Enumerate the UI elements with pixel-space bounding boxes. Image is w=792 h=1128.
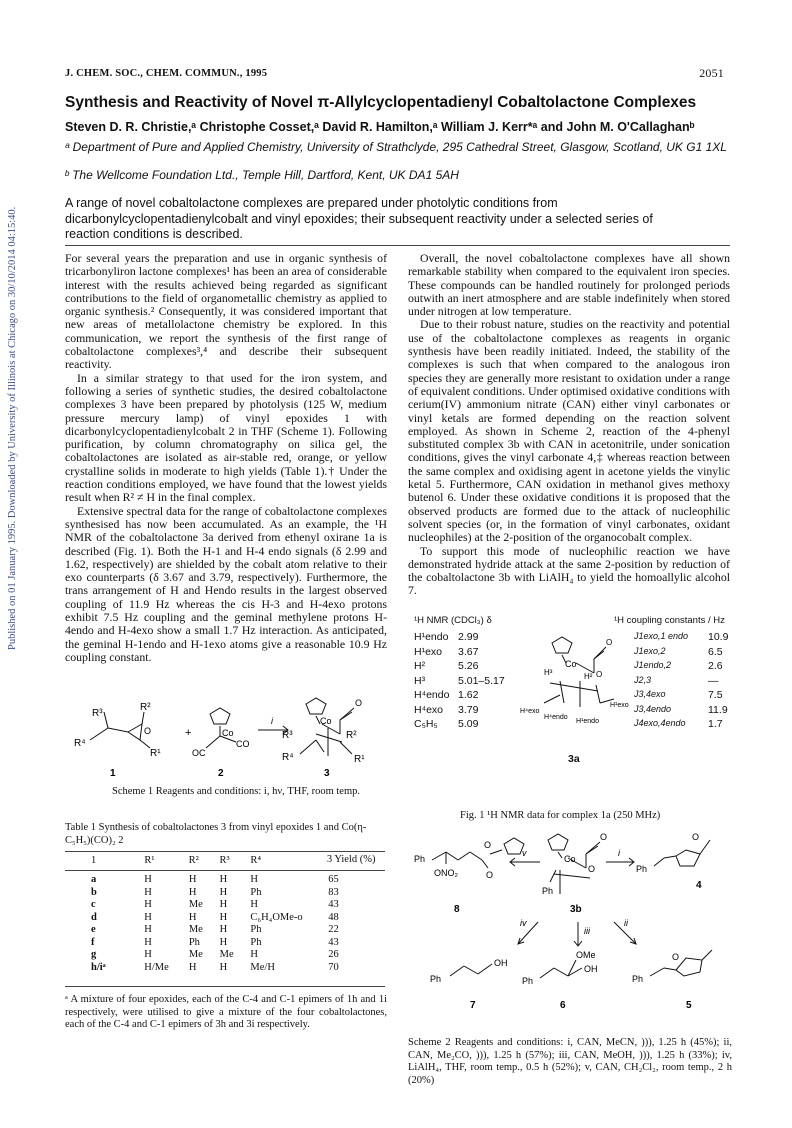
table-row [65,924,385,937]
table-cell: H [144,911,152,923]
scheme1-arrow-label: i [271,716,273,726]
scheme1-product-r3: R³ [282,730,293,741]
compound-number: 3b [570,904,582,915]
paragraph: Due to their robust nature, studies on the reactivity and potential use of the cobaltolactone complexes as reagents in organic synthesis have been readily initiated. Indeed, the stability of the complexes is such that when compared to the analogous iron species they are generally more resistant to oxidation under a range of equivalent conditions. Under optimised oxidative conditions with cerium(IV) ammonium nitrate (CAN) either vinyl carbonates or vinyl ketals are formed depending on the reaction solvent employed. As shown in Scheme 2, reaction of the 4-phenyl substituted complex 3b with CAN in acetonitrile, under sonication conditions, gives the vinyl carbonate 4,‡ whereas reaction between the same complex and oxidising agent in acetone yields the vinylic ketal 5. Furthermore, CAN oxidation in methanol gives methoxy butenol 6. Under these oxidative conditions it is proposed that the observed products are formed due to the attack of nucleophilic solvent species (or, in the formation of vinyl carbonates, oxidant nucleophiles) at the 2-position of the organocobalt complex. [408,317,730,545]
compound-number: 6 [560,1000,566,1011]
scheme2-arrow-ii: ii [624,918,628,928]
table-cell: a [91,874,97,886]
table-cell: H [188,886,197,898]
table-cell: H [250,899,259,911]
scheme1-r3: R³ [92,708,103,719]
nmr-shift: 3.79 [458,703,479,716]
scheme2-o: O [600,832,608,842]
paragraph: Overall, the novel cobaltolactone complexes have all shown remarkable stability when compared to the equivalent iron species. These compounds can be handled routinely for prolonged periods outwith an inert atmosphere and are stable indefinitely when stored under nitrogen at low temperature. [408,251,730,319]
scheme2-o: O [484,840,492,850]
nmr-header: ¹H NMR (CDCl₃) δ [414,615,492,626]
article-title: Synthesis and Reactivity of Novel π-Allylcyclopentadienyl Cobaltolactone Complexes [65,94,697,111]
svg-text:H¹exo: H¹exo [610,702,629,709]
compound-number: 4 [696,880,702,891]
nmr-shift: 1.62 [458,689,479,701]
scheme2-ph: Ph [636,864,648,874]
svg-text:H²: H² [584,672,593,681]
paragraph: To support this mode of nucleophilic reaction we have demonstrated hydride attack at the same 2-position by reduction of the cobaltolactone 3b with LiAlH₄ to yield the homoallylic alcohol 7. [408,543,730,598]
nmr-proton: H² [414,660,426,672]
coupling-label: J2,3 [634,674,652,685]
table-cell: H [144,899,152,911]
nmr-proton: C₅H₅ [414,718,438,730]
coupling-header: ¹H coupling constants / Hz [614,615,725,626]
table-row [65,936,385,949]
abstract: A range of novel cobaltolactone complexes are prepared under photolytic conditions from dicarbonylcyclopentadienylcobalt and vinyl epoxides; their subsequent reactivity under a selected series of reaction conditions is described. [65,196,653,241]
table-cell: 43 [328,899,339,911]
scheme-1-caption: Scheme 1 Reagents and conditions: i, hν, THF, room temp. [112,786,360,797]
scheme2-ome: OMe [576,950,596,960]
table-header-row [65,854,385,867]
compound-number: 3a [568,753,580,765]
scheme-1-figure [70,690,380,780]
scheme1-product-r1: R¹ [354,754,365,765]
nmr-shift: 2.99 [458,631,479,643]
table-cell: H [219,924,228,936]
scheme2-arrow-v: v [522,848,527,858]
fig1-structure [520,633,630,733]
scheme1-co-ligand: CO [236,739,250,749]
scheme2-ph: Ph [522,976,534,986]
table-cell: Me [188,899,203,911]
table-cell: 26 [328,949,339,961]
table-cell: H/Me [144,961,169,973]
scheme2-oh: OH [494,958,508,968]
table-cell: 70 [328,961,339,973]
scheme1-r1: R¹ [150,748,161,759]
table-cell: H [144,936,152,948]
table-body [65,874,385,974]
coupling-value: — [708,674,719,687]
scheme1-plus: + [185,727,192,739]
table-row [65,949,385,962]
table-cell: Me [188,949,203,961]
figure-1 [412,615,732,795]
table-cell: e [91,924,96,936]
coupling-label: J1exo,2 [634,645,666,656]
table-cell: 48 [328,911,339,923]
table-cell: H [219,899,228,911]
right-column [408,252,730,598]
scheme2-ph: Ph [414,854,426,864]
table-header: R³ [219,854,230,866]
journal-header: J. CHEM. SOC., CHEM. COMMUN., 1995 [65,68,268,79]
table-row [65,961,385,974]
page-number: 2051 [699,66,724,80]
table-top-rule [65,851,385,852]
compound-number: 5 [686,1000,692,1011]
table-header: R² [188,854,199,866]
nmr-shift: 5.26 [458,660,479,672]
scheme2-ono2: ONO₂ [434,868,458,878]
table-mid-rule [65,870,385,871]
scheme1-o: O [144,726,152,736]
table-cell: H [250,949,259,961]
scheme1-r2: R² [140,702,151,713]
compound-number: 2 [218,768,224,779]
table-cell: Ph [250,886,262,898]
scheme2-arrow-iv: iv [520,918,527,928]
paragraph: In a similar strategy to that used for the iron system, and following a series of synthetic studies, the desired cobaltolactone complexes 3 have been prepared by photolysis (125 W, medium pressure mercury lamp) of vinyl epoxides 1 with dicarbonylcyclopentadienylcobalt 2 in THF (Scheme 1). Following purification, by column chromatography on silica gel, the cobaltolactones are isolated as air-stable red, orange, or yellow crystalline solids in moderate to high yields (Table 1).† Under the reaction conditions employed, we have found that the lowest yields result when R² ≠ H in the final complex. [65,370,387,505]
svg-text:O: O [606,638,613,647]
table-cell: c [91,899,96,911]
scheme1-product-r2: R² [346,730,357,741]
table-1-footnote: ᵃ A mixture of four epoxides, each of the C-4 and C-1 epimers of 1h and 1i respectively, were utilised to give a mixture of the four cobaltolactones, each of the C-4 and C-1 epimers of 3h and 3i respectively. [65,994,387,1030]
table-row [65,874,385,887]
table-cell: Me [188,924,203,936]
nmr-proton: H³ [414,674,426,687]
table-cell: 83 [328,886,339,898]
nmr-proton: H¹endo [414,631,449,643]
coupling-value: 1.7 [708,718,723,730]
table-row [65,911,385,924]
table-header: R¹ [144,854,155,866]
scheme2-o: O [588,864,596,874]
table-cell: Ph [250,924,262,936]
table-cell: h/iᵃ [91,961,106,973]
scheme1-product-r4: R⁴ [282,752,294,763]
coupling-value: 6.5 [708,645,723,658]
scheme1-product-o: O [355,698,363,708]
table-row [65,899,385,912]
table-cell: Me [219,949,234,961]
scheme1-co: Co [222,728,234,738]
scheme2-oh: OH [584,964,598,974]
table-cell: H [188,874,197,886]
table-bottom-rule [65,986,385,987]
table-cell: f [91,936,95,948]
table-cell: d [91,911,97,923]
table-cell: H [144,924,152,936]
coupling-value: 2.6 [708,660,723,672]
table-cell: H [219,874,228,886]
nmr-proton: H⁴endo [414,689,450,701]
nmr-proton: H¹exo [414,645,443,658]
coupling-value: 11.9 [708,703,728,716]
svg-text:H³: H³ [544,668,553,677]
table-cell: H [219,886,228,898]
nmr-shift: 3.67 [458,645,479,658]
nmr-shift: 5.01–5.17 [458,674,505,687]
svg-text:H¹endo: H¹endo [576,718,599,725]
coupling-label: J3,4endo [634,703,672,714]
table-cell: g [91,949,97,961]
scheme2-ph: Ph [632,974,644,984]
table-cell: H [144,874,152,886]
table-cell: H [219,961,228,973]
compound-number: 7 [470,1000,476,1011]
coupling-label: J1endo,2 [634,660,672,670]
coupling-label: J3,4exo [634,689,666,699]
scheme1-product-co: Co [320,716,332,726]
table-cell: Ph [188,936,200,948]
table-cell: Me/H [250,961,275,973]
table-cell: H [219,936,228,948]
table-cell: H [144,949,152,961]
table-cell: C₆H₄OMe-o [250,911,303,923]
scheme2-arrow-iii: iii [584,926,590,936]
scheme2-arrow-i: i [618,848,620,858]
compound-number: 8 [454,904,460,915]
coupling-label: J1exo,1 endo [634,631,689,641]
affiliation-b: ᵇ The Wellcome Foundation Ltd., Temple Hill, Dartford, Kent, UK DA1 5AH [65,168,459,182]
scheme2-o: O [486,870,494,880]
affiliation-a: ᵃ Department of Pure and Applied Chemistry, University of Strathclyde, 295 Cathedral Street, Glasgow, Scotland, UK G1 1XL [65,140,727,154]
table-cell: H [188,911,197,923]
scheme1-oc-ligand: OC [192,748,206,758]
nmr-proton: H⁴exo [414,703,444,716]
paragraph: Extensive spectral data for the range of cobaltolactone complexes synthesised has now been accumulated. As an example, the ¹H NMR of the cobaltolactone 3a derived from ethenyl oxirane 1a is described (Fig. 1). Both the H-1 and H-4 endo signals (δ 2.99 and 1.62, respectively) are shielded by the cobalt atom relative to their exo counterparts (δ 3.67 and 3.79, respectively). Furthermore, the trans arrangement of H and Hendo results in the largest observed coupling of 11.9 Hz whereas the cis H-3 and H-4exo protons exhibit 7.5 Hz coupling and the geminal methylene protons H-4endo and H-4exo show a small 1.7 Hz interaction. As anticipated, the geminal H-1endo and H-1exo atoms give a reasonable 10.9 Hz coupling constant. [65,503,387,664]
abstract-rule [65,245,730,246]
table-row [65,886,385,899]
scheme2-ph: Ph [542,886,554,896]
table-cell: H [144,886,152,898]
scheme2-o: O [692,832,700,842]
scheme2-co: Co [564,854,576,864]
table-header: R⁴ [250,854,262,866]
table-cell: 22 [328,924,339,936]
scheme2-ph: Ph [430,974,442,984]
svg-text:Co: Co [565,659,577,669]
scheme-2-caption: Scheme 2 Reagents and conditions: i, CAN, MeCN, ))), 1.25 h (45%); ii, CAN, Me₂CO, ))), 1.25 h (57%); iii, CAN, MeOH, ))), 1.25 h (33%); iv, LiAlH₄, THF, room temp., 0.5 h (52%); v, CAN, CH₂Cl₂, room temp., 2 h (20%) [408,1037,732,1086]
svg-text:O: O [596,670,603,679]
left-column [65,252,387,664]
table-header: 1 [91,854,97,866]
figure-1-caption: Fig. 1 ¹H NMR data for complex 1a (250 MHz) [460,810,661,821]
table-cell: H [250,874,259,886]
coupling-value: 10.9 [708,631,729,643]
download-note: Published on 01 January 1995. Downloaded by University of Illinois at Chicago on 30/10/2014 04:15:40. [7,206,18,650]
coupling-label: J4exo,4endo [634,718,686,728]
compound-number: 1 [110,768,116,779]
table-cell: b [91,886,97,898]
table-cell: 43 [328,936,339,948]
nmr-shift: 5.09 [458,718,479,730]
svg-text:H⁴exo: H⁴exo [520,708,540,715]
scheme2-o: O [672,952,680,962]
compound-number: 3 [324,768,330,779]
table-header: 3 Yield (%) [326,854,376,866]
coupling-value: 7.5 [708,689,723,701]
table-cell: 65 [328,874,339,886]
paragraph: For several years the preparation and use in organic synthesis of tricarbonyliron lactone complexes¹ has been an area of considerable interest with the results achieved being regarded as significant contributions to the field of organometallic chemistry as applied to organic synthesis.² Consequently, it was considered important that new areas of metallolactone chemistry be explored. In this communication, we report the synthesis of the first range of cobaltolactone complexes³,⁴ and describe their subsequent reactivity. [65,251,387,372]
svg-text:H⁴endo: H⁴endo [544,714,568,721]
table-1 [65,854,385,974]
author-list: Steven D. R. Christie,ᵃ Christophe Cosset,ᵃ David R. Hamilton,ᵃ William J. Kerr*ᵃ and John M. O'Callaghanᵇ [65,120,695,134]
table-cell: H [188,961,197,973]
table-cell: Ph [250,936,262,948]
scheme1-r4: R⁴ [74,738,86,749]
table-1-caption: Table 1 Synthesis of cobaltolactones 3 from vinyl epoxides 1 and Co(η-C₅H₅)(CO)₂ 2 [65,822,367,846]
scheme-2-figure [410,826,732,1036]
table-cell: H [219,911,228,923]
